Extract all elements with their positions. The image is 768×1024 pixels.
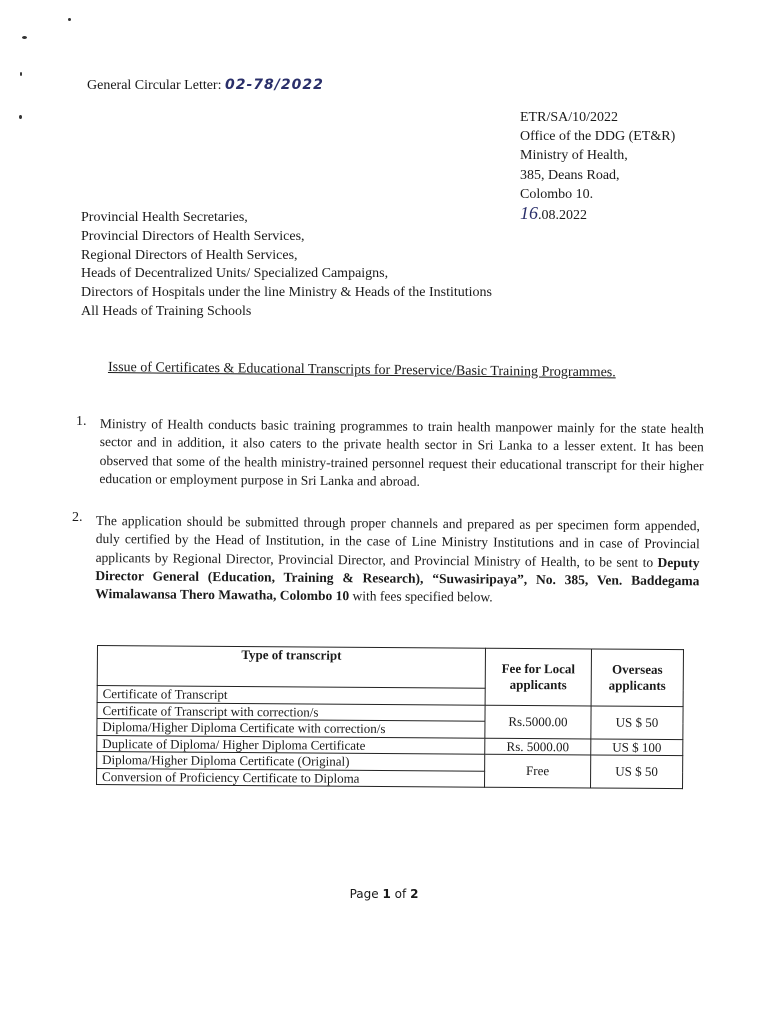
scan-speck (19, 115, 22, 119)
recipient-line: Provincial Health Secretaries, (81, 210, 248, 225)
paragraph-number: 1. (76, 414, 87, 429)
fee-overseas-cell: US $ 50 (591, 705, 683, 739)
scan-speck (22, 36, 27, 39)
recipient-line: Heads of Decentralized Units/ Specialized Campaigns, (81, 266, 389, 282)
footer-current-page: 1 (382, 887, 391, 901)
fee-local-cell: Free (485, 754, 591, 788)
table-row: Certificate of Transcript (97, 686, 485, 705)
circular-label: General Circular Letter: (87, 78, 222, 93)
paragraph-2-text: The application should be submitted through proper channels and prepared as per specimen form appended, duly certified by the Head of Institution, in the case of Line Ministry Institutions and in case of Provincial applicants by Regional Director, Provincial Director, and Provincial Ministry of Health, to be sent to (95, 512, 700, 570)
fee-table (96, 645, 684, 789)
footer-total-pages: 2 (410, 887, 419, 901)
recipient-list (81, 209, 492, 322)
fee-local-cell: Rs. 5000.00 (485, 738, 591, 755)
fee-overseas-cell: US $ 50 (591, 755, 683, 789)
street-address: 385, Deans Road, (520, 167, 620, 183)
header-type-of-transcript: Type of transcript (97, 646, 485, 689)
subject-heading: Issue of Certificates & Educational Transcripts for Preservice/Basic Training Programmes. (107, 360, 616, 381)
fee-local-cell: Rs.5000.00 (485, 705, 591, 739)
footer-prefix: Page (349, 887, 379, 901)
office-name: Office of the DDG (ET&R) (520, 129, 676, 145)
scan-speck (20, 72, 22, 76)
paragraph-2-tail: with fees specified below. (349, 588, 493, 605)
table-row: Certificate of Transcript with correction/s (97, 702, 485, 721)
date-month-year: .08.2022 (538, 208, 587, 224)
date-day-handwritten: 16 (520, 203, 538, 224)
sender-address (520, 108, 675, 225)
header-overseas-fee: Overseas applicants (591, 649, 683, 706)
header-local-fee: Fee for Local applicants (485, 648, 591, 705)
table-row: Duplicate of Diploma/ Higher Diploma Certificate (97, 735, 485, 754)
circular-handwritten-number: 02-78/2022 (224, 77, 324, 93)
table-row: Conversion of Proficiency Certificate to Diploma (97, 768, 485, 787)
paragraph-number: 2. (72, 510, 83, 525)
recipient-line: Regional Directors of Health Services, (81, 247, 298, 263)
footer-sep: of (394, 887, 407, 901)
scan-speck (68, 18, 71, 21)
paragraph-2-address: Deputy Director General (Education, Training & Research), “Suwasiripaya”, No. 385, Ven. Baddegama Wimalawansa Thero Mawatha, Colombo 10 (95, 554, 700, 604)
page-footer (0, 887, 768, 901)
ministry-name: Ministry of Health, (520, 148, 628, 164)
recipient-line: Directors of Hospitals under the line Ministry & Heads of the Institutions (81, 285, 492, 301)
table-row: Diploma/Higher Diploma Certificate with correction/s (97, 719, 485, 738)
fee-overseas-cell: US $ 100 (591, 738, 683, 755)
paragraph-2 (95, 512, 700, 609)
letter-date (520, 204, 675, 225)
circular-letter-number (87, 77, 324, 94)
recipient-line: Provincial Directors of Health Services, (81, 228, 305, 244)
paragraph-1: Ministry of Health conducts basic training programmes to train health manpower mainly for the state health sector and in addition, it also caters to the private health sector in Sri Lanka to a lesser extent. It has been observed that some of the health ministry-trained personnel request their educational transcript for their higher education or employment purpose in Sri Lanka and abroad. (99, 415, 704, 489)
table-row: Diploma/Higher Diploma Certificate (Original) (97, 752, 485, 771)
reference-number: ETR/SA/10/2022 (520, 110, 619, 125)
city: Colombo 10. (520, 186, 594, 202)
recipient-line: All Heads of Training Schools (81, 303, 252, 319)
